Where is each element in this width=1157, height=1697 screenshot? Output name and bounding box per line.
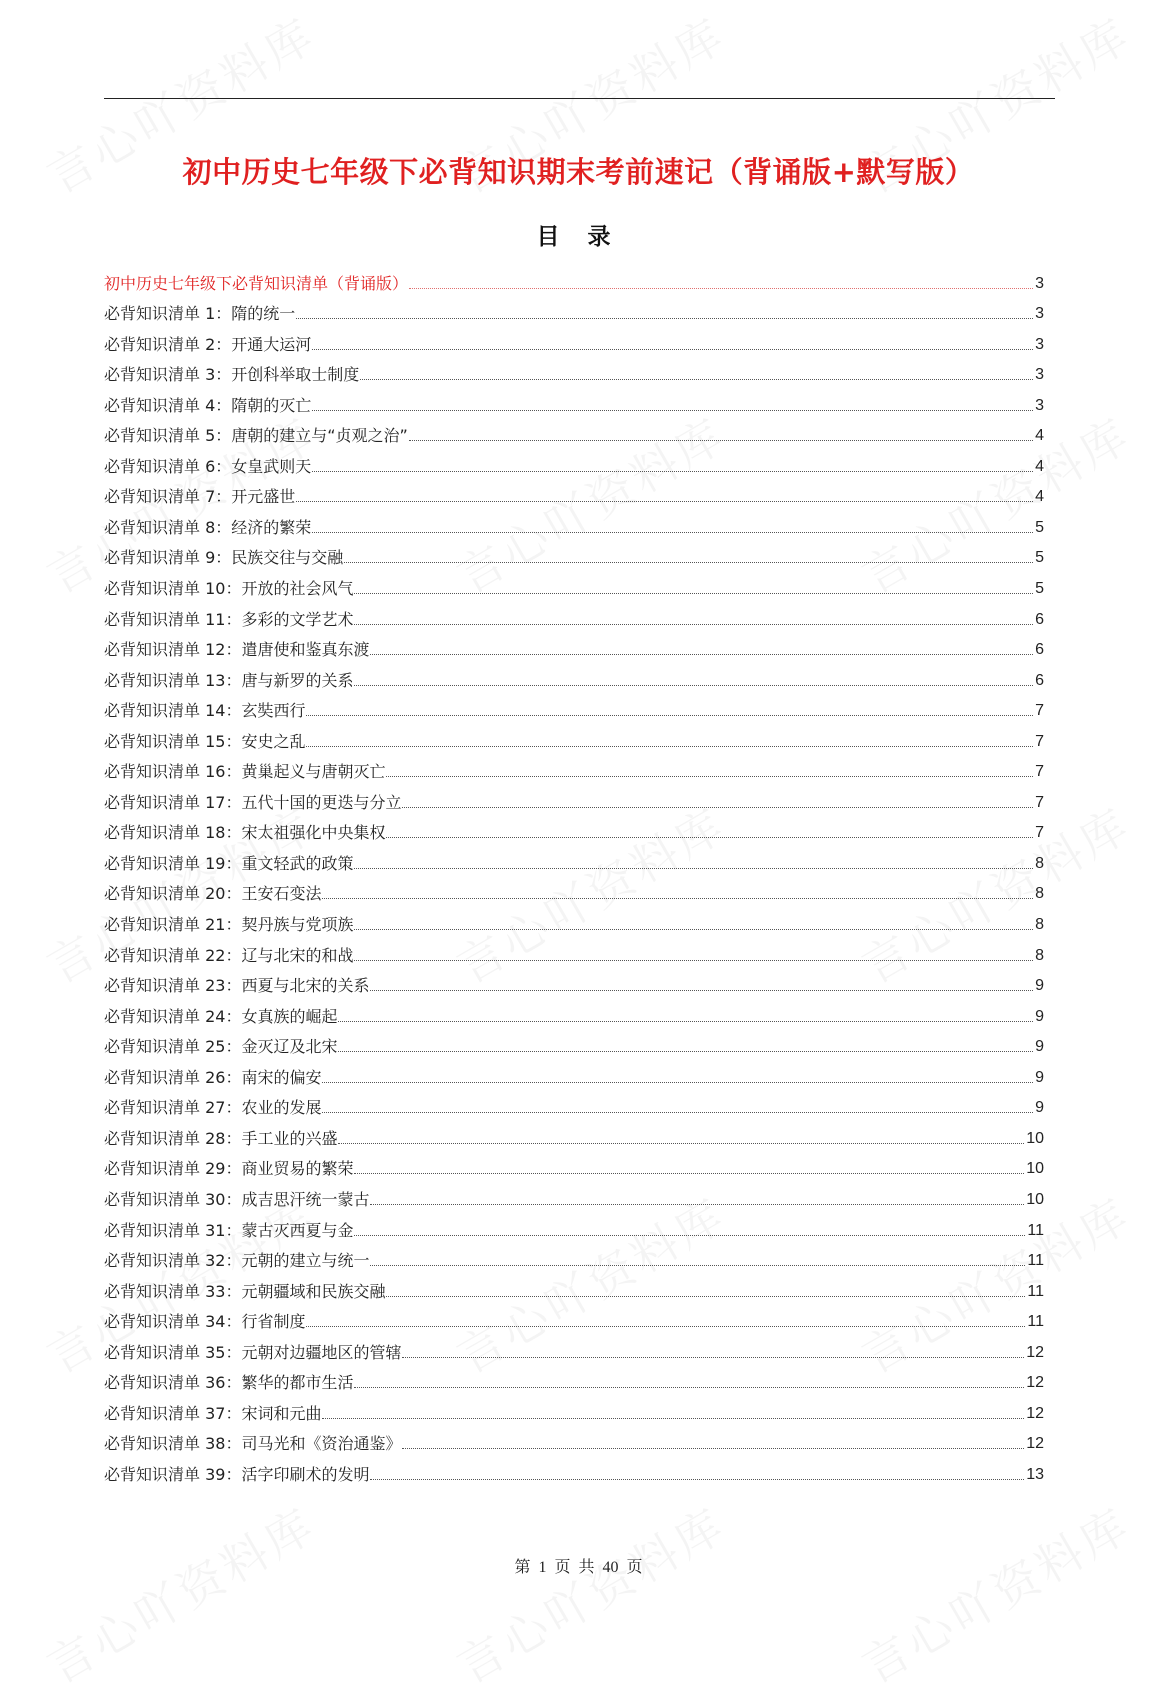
toc-dot-leader (312, 410, 1033, 411)
toc-dot-leader (370, 1204, 1024, 1205)
toc-entry-page: 3 (1035, 396, 1044, 414)
toc-entry-label: 必背知识清单 24：女真族的崛起 (104, 1006, 338, 1026)
toc-entry[interactable] (104, 631, 1044, 662)
toc-entry[interactable] (104, 1364, 1044, 1395)
toc-entry[interactable] (104, 722, 1044, 753)
toc-entry-label: 必背知识清单 14：玄奘西行 (104, 701, 306, 721)
toc-entry-label: 必背知识清单 18：宋太祖强化中央集权 (104, 823, 386, 843)
toc-entry-page: 7 (1035, 702, 1044, 720)
toc-entry-page: 6 (1035, 671, 1044, 689)
toc-entry[interactable] (104, 1333, 1044, 1364)
toc-entry-page: 3 (1035, 305, 1044, 323)
toc-entry-label: 必背知识清单 36：繁华的都市生活 (104, 1373, 354, 1393)
toc-dot-leader (296, 318, 1033, 319)
toc-dot-leader (370, 1265, 1025, 1266)
toc-entry-label: 必背知识清单 17：五代十国的更迭与分立 (104, 792, 402, 812)
toc-entry[interactable] (104, 1242, 1044, 1273)
toc-entry-page: 4 (1035, 488, 1044, 506)
header-rule (104, 98, 1055, 99)
toc-entry-page: 9 (1035, 1038, 1044, 1056)
toc-entry-page: 11 (1027, 1221, 1044, 1239)
toc-entry-label: 必背知识清单 32：元朝的建立与统一 (104, 1251, 370, 1271)
toc-entry[interactable] (104, 783, 1044, 814)
toc-heading: 目 录 (536, 224, 621, 250)
toc-entry-label: 必背知识清单 19：重文轻武的政策 (104, 853, 354, 873)
toc-dot-leader (370, 1479, 1024, 1480)
toc-entry-page: 7 (1035, 763, 1044, 781)
toc-entry[interactable] (104, 1028, 1044, 1059)
toc-entry-page: 9 (1035, 977, 1044, 995)
toc-entry-page: 6 (1035, 641, 1044, 659)
toc-entry-page: 9 (1035, 1068, 1044, 1086)
toc-entry-label: 必背知识清单 34：行省制度 (104, 1312, 306, 1332)
toc-entry-page: 11 (1027, 1252, 1044, 1270)
toc-entry[interactable] (104, 569, 1044, 600)
toc-dot-leader (354, 685, 1033, 686)
toc-dot-leader (354, 593, 1033, 594)
toc-entry[interactable] (104, 295, 1044, 326)
toc-entry[interactable] (104, 967, 1044, 998)
toc-entry-page: 13 (1026, 1465, 1044, 1483)
toc-entry[interactable] (104, 997, 1044, 1028)
toc-entry-label: 必背知识清单 25：金灭辽及北宋 (104, 1037, 338, 1057)
toc-entry[interactable] (104, 1150, 1044, 1181)
toc-entry-page: 10 (1026, 1129, 1044, 1147)
toc-entry-page: 5 (1035, 580, 1044, 598)
toc-entry-page: 12 (1026, 1435, 1044, 1453)
toc-entry[interactable] (104, 1211, 1044, 1242)
toc-dot-leader (322, 1112, 1033, 1113)
toc-entry-page: 4 (1035, 457, 1044, 475)
toc-entry-label: 必背知识清单 22：辽与北宋的和战 (104, 945, 354, 965)
toc-dot-leader (322, 898, 1033, 899)
toc-entry[interactable] (104, 814, 1044, 845)
toc-dot-leader (338, 1051, 1033, 1052)
toc-dot-leader (306, 1326, 1025, 1327)
toc-entry-page: 8 (1035, 946, 1044, 964)
toc-entry[interactable] (104, 844, 1044, 875)
toc-entry-label: 必背知识清单 26：南宋的偏安 (104, 1067, 322, 1087)
toc-entry[interactable] (104, 447, 1044, 478)
toc-dot-leader (354, 960, 1033, 961)
toc-entry[interactable] (104, 539, 1044, 570)
toc-entry[interactable] (104, 661, 1044, 692)
toc-dot-leader (322, 1082, 1033, 1083)
toc-entry-page: 4 (1035, 427, 1044, 445)
toc-entry-label: 必背知识清单 2：开通大运河 (104, 334, 312, 354)
toc-dot-leader (338, 1021, 1033, 1022)
toc-dot-leader (402, 1357, 1024, 1358)
toc-entry-page: 7 (1035, 793, 1044, 811)
watermark-text (444, 1489, 737, 1696)
toc-entry-label: 必背知识清单 38：司马光和《资治通鉴》 (104, 1434, 402, 1454)
toc-dot-leader (338, 1143, 1024, 1144)
toc-entry-label: 必背知识清单 20：王安石变法 (104, 884, 322, 904)
toc-dot-leader (312, 532, 1033, 533)
toc-entry-label: 必背知识清单 7：开元盛世 (104, 487, 296, 507)
toc-entry-page: 12 (1026, 1343, 1044, 1361)
toc-entry-label: 必背知识清单 3：开创科举取士制度 (104, 365, 360, 385)
toc-entry-label: 必背知识清单 35：元朝对边疆地区的管辖 (104, 1342, 402, 1362)
toc-entry-label: 必背知识清单 30：成吉思汗统一蒙古 (104, 1189, 370, 1209)
toc-entry[interactable] (104, 264, 1044, 295)
toc-entry[interactable] (104, 356, 1044, 387)
toc-entry-label: 必背知识清单 29：商业贸易的繁荣 (104, 1159, 354, 1179)
toc-entry[interactable] (104, 1303, 1044, 1334)
page-footer: 第 1 页 共 40 页 (514, 1559, 643, 1576)
toc-entry-label: 必背知识清单 8：经济的繁荣 (104, 517, 312, 537)
toc-entry-page: 9 (1035, 1099, 1044, 1117)
toc-dot-leader (402, 807, 1033, 808)
toc-entry-page: 7 (1035, 824, 1044, 842)
toc-dot-leader (306, 715, 1033, 716)
toc-entry[interactable] (104, 325, 1044, 356)
toc-entry[interactable] (104, 1180, 1044, 1211)
toc-entry-label: 必背知识清单 5：唐朝的建立与“贞观之治” (104, 426, 408, 446)
toc-entry[interactable] (104, 417, 1044, 448)
toc-entry-label: 必背知识清单 27：农业的发展 (104, 1098, 322, 1118)
document-title: 初中历史七年级下必背知识期末考前速记（背诵版+默写版） (182, 155, 975, 189)
toc-entry-label: 必背知识清单 13：唐与新罗的关系 (104, 670, 354, 690)
toc-entry-page: 3 (1035, 274, 1044, 292)
toc-entry-label: 必背知识清单 1：隋的统一 (104, 304, 296, 324)
toc-entry-page: 12 (1026, 1404, 1044, 1422)
toc-dot-leader (386, 837, 1033, 838)
toc-entry-page: 3 (1035, 335, 1044, 353)
toc-entry-page: 10 (1026, 1160, 1044, 1178)
toc-entry[interactable] (104, 508, 1044, 539)
toc-entry-label: 必背知识清单 16：黄巢起义与唐朝灭亡 (104, 762, 386, 782)
table-of-contents (104, 264, 1044, 1486)
toc-dot-leader (402, 1448, 1024, 1449)
toc-dot-leader (354, 1173, 1024, 1174)
toc-entry[interactable] (104, 1119, 1044, 1150)
toc-entry[interactable] (104, 1425, 1044, 1456)
toc-entry-label: 必背知识清单 6：女皇武则天 (104, 456, 312, 476)
toc-entry[interactable] (104, 875, 1044, 906)
toc-dot-leader (409, 288, 1033, 289)
toc-entry-label: 必背知识清单 28：手工业的兴盛 (104, 1128, 338, 1148)
toc-entry-label: 必背知识清单 4：隋朝的灭亡 (104, 395, 312, 415)
toc-entry[interactable] (104, 386, 1044, 417)
toc-entry-page: 8 (1035, 916, 1044, 934)
toc-entry-label: 必背知识清单 31：蒙古灭西夏与金 (104, 1220, 354, 1240)
toc-entry-page: 5 (1035, 549, 1044, 567)
toc-entry[interactable] (104, 1272, 1044, 1303)
watermark-text (849, 1489, 1142, 1696)
toc-entry-label: 必背知识清单 11：多彩的文学艺术 (104, 609, 354, 629)
toc-dot-leader (354, 624, 1033, 625)
toc-entry-label: 必背知识清单 15：安史之乱 (104, 731, 306, 751)
toc-entry-label: 必背知识清单 39：活字印刷术的发明 (104, 1464, 370, 1484)
toc-entry[interactable] (104, 1089, 1044, 1120)
watermark-text (34, 1489, 327, 1696)
toc-entry[interactable] (104, 1455, 1044, 1486)
toc-entry-page: 3 (1035, 366, 1044, 384)
toc-entry[interactable] (104, 1058, 1044, 1089)
toc-entry[interactable] (104, 936, 1044, 967)
toc-entry-page: 8 (1035, 885, 1044, 903)
toc-entry-page: 12 (1026, 1374, 1044, 1392)
toc-entry-label: 必背知识清单 23：西夏与北宋的关系 (104, 976, 370, 996)
toc-dot-leader (354, 868, 1033, 869)
toc-dot-leader (386, 1296, 1025, 1297)
toc-entry-page: 6 (1035, 610, 1044, 628)
toc-dot-leader (409, 440, 1033, 441)
toc-dot-leader (370, 654, 1033, 655)
toc-dot-leader (370, 990, 1033, 991)
toc-entry-page: 11 (1027, 1313, 1044, 1331)
toc-dot-leader (360, 379, 1033, 380)
toc-entry[interactable] (104, 692, 1044, 723)
toc-dot-leader (386, 776, 1033, 777)
toc-dot-leader (312, 471, 1033, 472)
toc-dot-leader (344, 562, 1033, 563)
toc-dot-leader (306, 746, 1033, 747)
toc-dot-leader (322, 1418, 1024, 1419)
toc-entry-label: 必背知识清单 9：民族交往与交融 (104, 548, 344, 568)
toc-entry-label: 必背知识清单 12：遣唐使和鉴真东渡 (104, 640, 370, 660)
toc-entry[interactable] (104, 1394, 1044, 1425)
toc-entry[interactable] (104, 905, 1044, 936)
toc-entry-page: 5 (1035, 518, 1044, 536)
toc-dot-leader (354, 1235, 1025, 1236)
toc-entry-page: 11 (1027, 1282, 1044, 1300)
toc-entry-page: 7 (1035, 732, 1044, 750)
toc-entry[interactable] (104, 478, 1044, 509)
toc-dot-leader (312, 349, 1033, 350)
toc-entry-page: 10 (1026, 1190, 1044, 1208)
toc-dot-leader (296, 501, 1033, 502)
toc-entry[interactable] (104, 753, 1044, 784)
toc-entry[interactable] (104, 600, 1044, 631)
toc-dot-leader (354, 929, 1033, 930)
toc-entry-label: 必背知识清单 37：宋词和元曲 (104, 1403, 322, 1423)
toc-entry-label: 必背知识清单 21：契丹族与党项族 (104, 915, 354, 935)
toc-entry-label: 必背知识清单 33：元朝疆域和民族交融 (104, 1281, 386, 1301)
toc-entry-page: 9 (1035, 1007, 1044, 1025)
toc-dot-leader (354, 1387, 1024, 1388)
toc-entry-label: 必背知识清单 10：开放的社会风气 (104, 579, 354, 599)
toc-entry-label: 初中历史七年级下必背知识清单（背诵版） (104, 273, 409, 293)
toc-entry-page: 8 (1035, 854, 1044, 872)
